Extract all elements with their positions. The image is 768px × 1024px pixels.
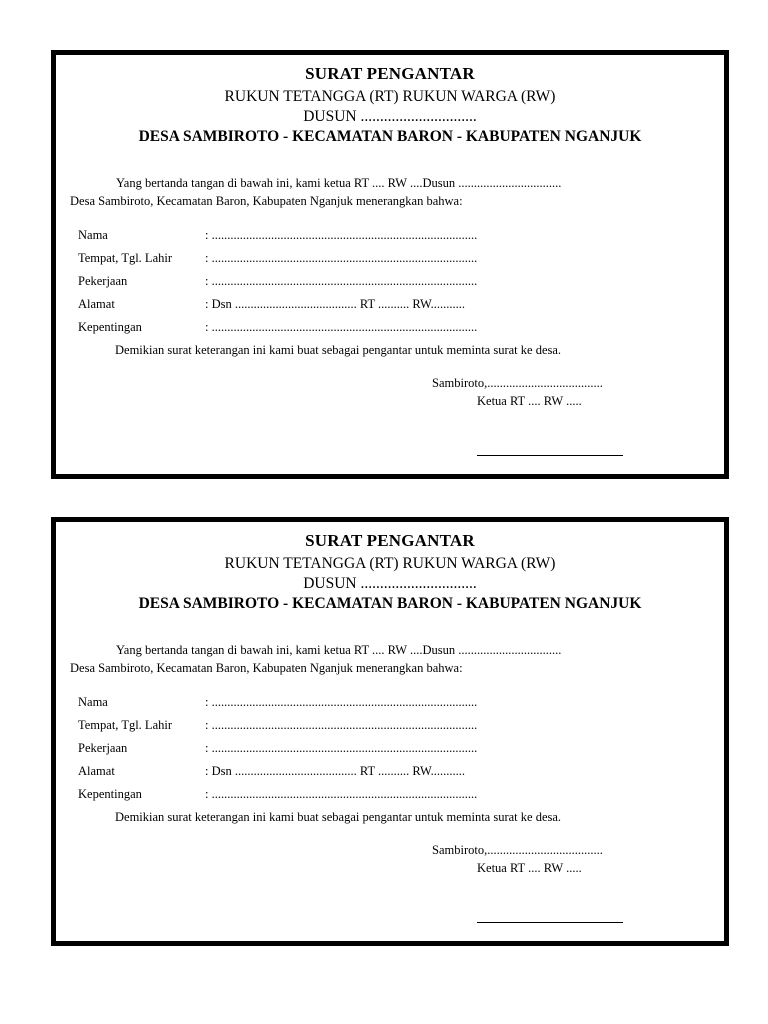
field-blank: : .....................................................................................: [205, 787, 478, 801]
field-blank: : .....................................................................................: [205, 718, 478, 732]
letter-form-top: [51, 50, 729, 479]
field-label: Pekerjaan: [78, 274, 128, 288]
field-blank: : .....................................................................................: [205, 320, 478, 334]
closing-statement: Demikian surat keterangan ini kami buat sebagai pengantar untuk meminta surat ke desa.: [115, 343, 562, 357]
intro-paragraph-line-1: Yang bertanda tangan di bawah ini, kami ketua RT .... RW ....Dusun .................................: [116, 176, 562, 190]
field-blank: : Dsn ....................................... RT .......... RW...........: [205, 297, 466, 311]
field-blank: : .....................................................................................: [205, 741, 478, 755]
field-blank: : .....................................................................................: [205, 251, 478, 265]
field-label: Nama: [78, 228, 108, 242]
field-label: Kepentingan: [78, 787, 142, 801]
field-label: Kepentingan: [78, 320, 142, 334]
form-subtitle-desa: DESA SAMBIROTO - KECAMATAN BARON - KABUPATEN NGANJUK: [138, 595, 642, 612]
intro-paragraph-line-2: Desa Sambiroto, Kecamatan Baron, Kabupaten Nganjuk menerangkan bahwa:: [70, 194, 463, 208]
form-subtitle-dusun: DUSUN ..............................: [303, 108, 477, 125]
field-blank: : .....................................................................................: [205, 228, 478, 242]
letter-form-bottom: [51, 517, 729, 946]
signer-title: Ketua RT .... RW .....: [477, 394, 582, 408]
field-label: Tempat, Tgl. Lahir: [78, 251, 173, 265]
field-blank: : Dsn ....................................... RT .......... RW...........: [205, 764, 466, 778]
form-subtitle-dusun: DUSUN ..............................: [303, 575, 477, 592]
field-label: Nama: [78, 695, 108, 709]
field-label: Tempat, Tgl. Lahir: [78, 718, 173, 732]
field-blank: : .....................................................................................: [205, 695, 478, 709]
form-subtitle-desa: DESA SAMBIROTO - KECAMATAN BARON - KABUPATEN NGANJUK: [138, 128, 642, 145]
signature-line: [477, 922, 623, 923]
form-subtitle-rt-rw: RUKUN TETANGGA (RT) RUKUN WARGA (RW): [224, 555, 556, 572]
intro-paragraph-line-2: Desa Sambiroto, Kecamatan Baron, Kabupaten Nganjuk menerangkan bahwa:: [70, 661, 463, 675]
place-date: Sambiroto,.....................................: [432, 843, 603, 857]
field-label: Pekerjaan: [78, 741, 128, 755]
field-label: Alamat: [78, 764, 115, 778]
closing-statement: Demikian surat keterangan ini kami buat sebagai pengantar untuk meminta surat ke desa.: [115, 810, 562, 824]
form-title: SURAT PENGANTAR: [305, 531, 475, 550]
form-subtitle-rt-rw: RUKUN TETANGGA (RT) RUKUN WARGA (RW): [224, 88, 556, 105]
signature-line: [477, 455, 623, 456]
place-date: Sambiroto,.....................................: [432, 376, 603, 390]
form-title: SURAT PENGANTAR: [305, 64, 475, 83]
field-label: Alamat: [78, 297, 115, 311]
field-blank: : .....................................................................................: [205, 274, 478, 288]
signer-title: Ketua RT .... RW .....: [477, 861, 582, 875]
intro-paragraph-line-1: Yang bertanda tangan di bawah ini, kami ketua RT .... RW ....Dusun .................................: [116, 643, 562, 657]
